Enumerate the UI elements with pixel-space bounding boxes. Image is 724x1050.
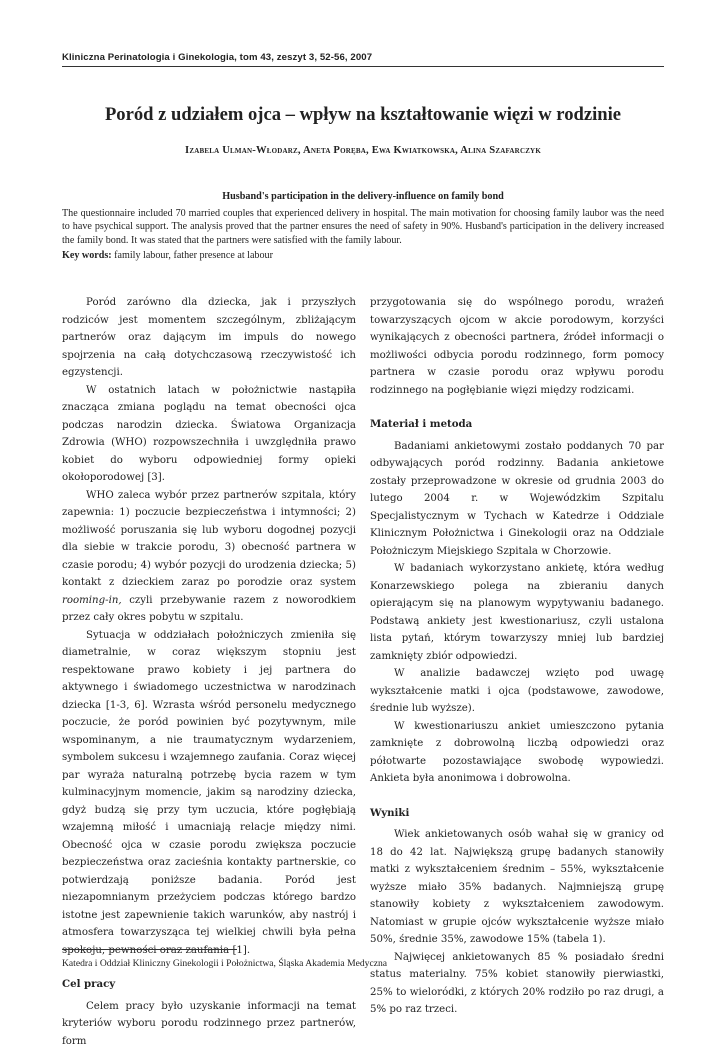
- right-column: [370, 294, 664, 1019]
- keywords: [62, 250, 664, 261]
- paragraph: Poród zarówno dla dziecka, jak i przyszłych rodziców jest momentem szczególnym, zbliżającym partnerów oraz dającym im impuls do nowego spojrzenia na całą dotychczasową rzeczywistość ich egzystencji.: [62, 294, 356, 382]
- header-rule: [62, 66, 664, 67]
- paragraph: Najwięcej ankietowanych 85 % posiadało średni status materialny. 75% kobiet stanowiły pierwiastki, 25% to wieloródki, z których 20% rodziło po raz drugi, a 5% po raz trzeci.: [370, 949, 664, 1019]
- paragraph: [62, 487, 356, 627]
- author-list: Izabela Ulman-Włodarz, Aneta Poręba, Ewa Kwiatkowska, Alina Szafarczyk: [62, 145, 664, 156]
- affiliation-footnote: Katedra i Oddział Kliniczny Ginekologii i Położnictwa, Śląska Akademia Medyczna: [62, 958, 387, 969]
- article-title: Poród z udziałem ojca – wpływ na kształtowanie więzi w rodzinie: [62, 104, 664, 126]
- paragraph: przygotowania się do wspólnego porodu, wrażeń towarzyszących ojcom w akcie porodowym, korzyści wynikających z obecności partnera, źródeł informacji o możliwości odbycia porodu rodzinnego, form pomocy partnera w czasie porodu oraz wpływu porodu rodzinnego na pogłębianie więzi między rodzicami.: [370, 294, 664, 399]
- section-heading-wyniki: Wyniki: [370, 805, 664, 823]
- english-title: Husband's participation in the delivery-influence on family bond: [62, 191, 664, 202]
- paragraph: W analizie badawczej wzięto pod uwagę wykształcenie matki i ojca (podstawowe, zawodowe, średnie lub wyższe).: [370, 665, 664, 718]
- paragraph: W ostatnich latach w położnictwie nastąpiła znacząca zmiana poglądu na temat obecności ojca podczas narodzin dziecka. Światowa Organizacja Zdrowia (WHO) rozpowszechniła i uwzględniła prawo kobiet do wyboru odpowiedniej formy opieki okołoporodowej [3].: [62, 382, 356, 487]
- italic-term: rooming-in,: [62, 595, 122, 606]
- paragraph: W kwestionariuszu ankiet umieszczono pytania zamknięte z dobrowolną liczbą odpowiedzi oraz półotwarte pozostawiające swobodę wypowiedzi. Ankieta była anonimowa i dobrowolna.: [370, 718, 664, 788]
- keywords-label: Key words:: [62, 250, 112, 261]
- paragraph-text: WHO zaleca wybór przez partnerów szpitala, który zapewnia: 1) poczucie bezpieczeństwa i intymności; 2) możliwość poruszania się lub wyboru dogodnej pozycji dla siebie w trakcie porodu, 3) obecność partnera w czasie porodu; 4) wybór pozycji do urodzenia dziecka; 5) kontakt z dzieckiem zaraz po porodzie oraz system: [62, 490, 356, 589]
- paragraph: W badaniach wykorzystano ankietę, która według Konarzewskiego polega na zbieraniu danych opierającym się na planowym wypytywaniu badanego. Podstawą ankiety jest kwestionariusz, czyli ustalona lista pytań, którym towarzyszy mniej lub bardziej zamknięty zbiór odpowiedzi.: [370, 560, 664, 665]
- paragraph: Wiek ankietowanych osób wahał się w granicy od 18 do 42 lat. Największą grupę badanych stanowiły matki z wykształceniem średnim – 55%, wykształcenie wyższe miało 35% badanych. Najmniejszą grupę stanowiły kobiety z wykształceniem zawodowym. Natomiast w grupie ojców wykształcenie wyższe miało 50%, średnie 35%, zawodowe 15% (tabela 1).: [370, 826, 664, 949]
- running-head: Kliniczna Perinatologia i Ginekologia, tom 43, zeszyt 3, 52-56, 2007: [62, 52, 372, 63]
- paragraph: Sytuacja w oddziałach położniczych zmieniła się diametralnie, w coraz większym stopniu jest respektowane prawo kobiety i jej partnera do aktywnego i świadomego uczestnictwa w narodzinach dziecka [1-3, 6]. Wzrasta wśród personelu medycznego poczucie, że poród powinien być pozytywnym, mile wspominanym, a nie traumatycznym wydarzeniem, symbolem sukcesu i wzajemnego zaufania. Coraz więcej par wyraża naturalną potrzebę bycia razem w tym kulminacyjnym momencie, jakim są narodziny dziecka, gdyż budzą się przy tym uczucia, które pogłębiają wzajemną miłość i umacniają relacje między nimi. Obecność ojca w czasie porodu zwiększa poczucie bezpieczeństwa oraz zacieśnia kontakty partnerskie, co potwierdzają poniższe badania. Poród jest niezapomnianym przeżyciem podczas którego bardzo istotne jest zapewnienie takich warunków, aby nastrój i atmosfera towarzysząca tej wielkiej chwili była pełna spokoju, pewności oraz zaufania [1].: [62, 627, 356, 960]
- paragraph: Celem pracy było uzyskanie informacji na temat kryteriów wyboru porodu rodzinnego przez partnerów, form: [62, 998, 356, 1050]
- paragraph-text: czyli przebywanie razem z noworodkiem przez cały okres pobytu w szpitalu.: [62, 595, 356, 624]
- keywords-text: family labour, father presence at labour: [114, 250, 273, 261]
- left-column: [62, 294, 356, 1050]
- paragraph: Badaniami ankietowymi zostało poddanych 70 par odbywających poród rodzinny. Badania ankietowe zostały przeprowadzone w okresie od grudnia 2003 do lutego 2004 r. w Wojewódzkim Szpitalu Specjalistycznym w Tychach w Katedrze i Oddziale Klinicznym Położnictwa i Ginekologii oraz na Oddziale Położniczym Miejskiego Szpitala w Chorzowie.: [370, 438, 664, 561]
- section-heading-material-i-metoda: Materiał i metoda: [370, 416, 664, 434]
- section-heading-cel-pracy: Cel pracy: [62, 976, 356, 994]
- footnote-rule: [62, 949, 237, 950]
- abstract: The questionnaire included 70 married couples that experienced delivery in hospital. The main motivation for choosing family laubor was the need to have psychical support. The analysis proved that the partner ensures the need of safety in 90%. Husband's participation in the delivery increased the family bond. It was stated that the partners were satisfied with the family labour.: [62, 207, 664, 247]
